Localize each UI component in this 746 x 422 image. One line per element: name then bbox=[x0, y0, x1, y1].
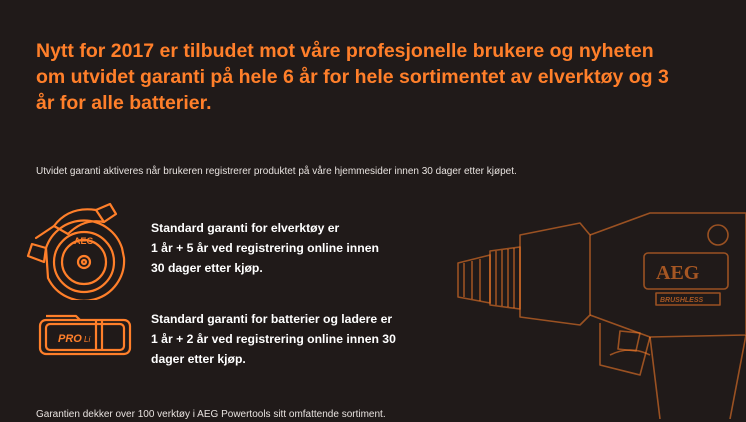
battery-logo-text: PRO bbox=[58, 333, 82, 345]
tool-warranty-text: Standard garanti for elverktøy er 1 år + 5 år ved registrering online innen 30 dager etter kjøp. bbox=[151, 221, 379, 275]
battery-logo-suffix: Li bbox=[84, 335, 91, 344]
battery-icon bbox=[36, 312, 136, 360]
drill-illustration-icon bbox=[450, 205, 746, 419]
headline: Nytt for 2017 er tilbudet mot våre profesjonelle brukere og nyheten om utvidet garanti på hele 6 år for hele sortimentet av elverktøy og 3 år for alle batterier. bbox=[36, 40, 669, 114]
battery-warranty-text: Standard garanti for batterier og ladere er 1 år + 2 år ved registrering online innen 30 dager etter kjøp. bbox=[151, 312, 396, 366]
drill-logo-text: AEG bbox=[656, 262, 700, 284]
warranty-activation-note: Utvidet garanti aktiveres når brukeren registrerer produktet på våre hjemmesider innen 30 dager etter kjøpet. bbox=[36, 166, 517, 177]
drill-badge-text: BRUSHLESS bbox=[660, 297, 704, 304]
saw-logo-text: AEG bbox=[74, 236, 94, 246]
circular-saw-icon bbox=[24, 200, 134, 300]
footer-note: Garantien dekker over 100 verktøy i AEG Powertools sitt omfattende sortiment. bbox=[36, 409, 386, 420]
